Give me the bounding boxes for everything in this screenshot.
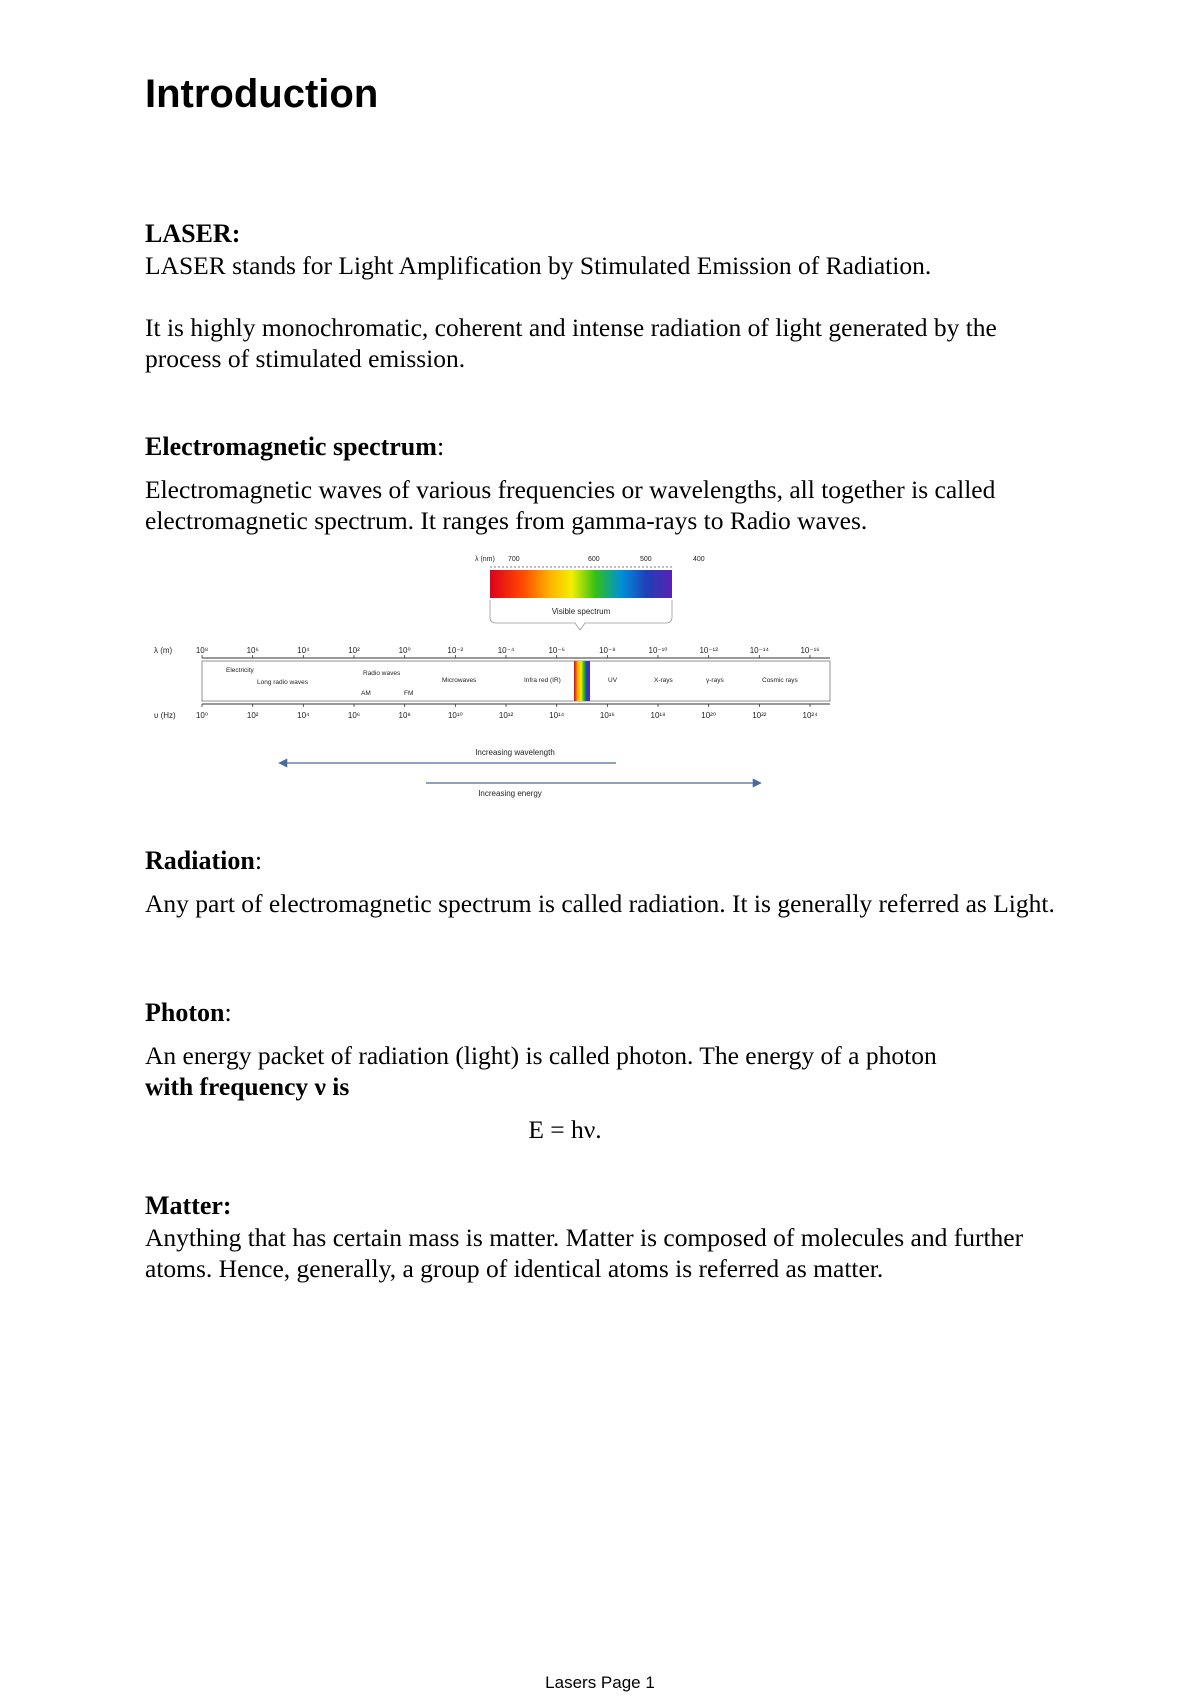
photon-equation: E = hν. (528, 1115, 602, 1144)
em-spectrum-text: Electromagnetic waves of various frequencies or wavelengths, all together is called electromagnetic spectrum. It ranges from gamma-rays to Radio waves. (145, 475, 996, 535)
visible-tick: 500 (640, 556, 652, 563)
band-gamma: γ-rays (706, 677, 724, 684)
wavelength-tick-label: 10⁻⁴ (497, 646, 515, 655)
laser-heading: LASER: (145, 219, 241, 248)
photon-text (145, 1040, 1065, 1102)
radiation-heading (145, 845, 1065, 877)
frequency-tick-label: 10⁴ (297, 711, 310, 720)
laser-section (145, 218, 1065, 374)
band-electricity: Electricity (226, 667, 254, 674)
radiation-text: Any part of electromagnetic spectrum is called radiation. It is generally referred as Light. (145, 889, 1055, 918)
visible-spectrum-bar (490, 570, 672, 598)
photon-heading (145, 997, 1065, 1029)
wavelength-tick-label: 10⁻¹⁶ (800, 646, 820, 655)
visible-tick: 600 (588, 556, 600, 563)
band-radio: Radio waves (363, 670, 401, 677)
em-spectrum-heading-text: Electromagnetic spectrum (145, 432, 437, 461)
photon-section (145, 997, 1065, 1102)
frequency-tick-label: 10²⁴ (802, 711, 818, 720)
wavelength-tick-label: 10⁻⁶ (548, 646, 565, 655)
wavelength-ticks (196, 646, 820, 658)
wavelength-tick-label: 10⁻² (447, 646, 464, 655)
wavelength-tick-label: 10⁻¹⁴ (749, 646, 769, 655)
energy-arrow-label: Increasing energy (478, 789, 542, 798)
frequency-tick-label: 10² (246, 711, 259, 720)
band-uv: UV (608, 677, 618, 684)
wavelength-tick-label: 10⁸ (195, 646, 209, 655)
band-cosmic: Cosmic rays (762, 677, 798, 684)
em-spectrum-heading-colon: : (436, 432, 445, 461)
frequency-tick-label: 10²² (752, 711, 767, 720)
frequency-tick-label: 10⁸ (398, 711, 411, 720)
laser-description: It is highly monochromatic, coherent and intense radiation of light generated by the process of stimulated emission. (145, 313, 997, 373)
wavelength-tick-label: 10⁻¹⁰ (648, 646, 668, 655)
wavelength-tick-label: 10⁻⁸ (599, 646, 616, 655)
matter-heading: Matter: (145, 1191, 232, 1220)
band-fm: FM (404, 690, 414, 697)
radiation-heading-colon: : (254, 846, 263, 875)
page-footer: Lasers Page 1 (545, 1673, 655, 1692)
frequency-axis-label: υ (Hz) (154, 711, 176, 720)
wavelength-tick-label: 10⁶ (246, 646, 259, 655)
wavelength-axis-label: λ (m) (154, 646, 173, 655)
photon-text-part1: An energy packet of radiation (light) is called photon. The energy of a photon (145, 1041, 937, 1070)
frequency-tick-label: 10¹² (498, 711, 514, 720)
frequency-tick-label: 10¹⁶ (599, 711, 615, 720)
band-microwaves: Microwaves (442, 677, 477, 684)
frequency-tick-label: 10¹⁸ (650, 711, 666, 720)
frequency-tick-label: 10¹⁴ (549, 711, 565, 720)
visible-strip (574, 661, 590, 701)
frequency-tick-label: 10⁰ (195, 711, 209, 720)
wavelength-tick-label: 10⁰ (398, 646, 411, 655)
em-spectrum-heading (145, 431, 1065, 463)
photon-text-part2: with frequency ν is (145, 1072, 350, 1101)
radiation-heading-text: Radiation (145, 846, 255, 875)
band-am: AM (361, 690, 371, 697)
photon-heading-text: Photon (145, 998, 225, 1027)
band-xrays: X-rays (654, 677, 673, 684)
frequency-tick-label: 10⁶ (347, 711, 361, 720)
matter-text: Anything that has certain mass is matter. Matter is composed of molecules and further atoms. Hence, generally, a group of identical atoms is referred as matter. (145, 1223, 1024, 1283)
wavelength-tick-label: 10⁻¹² (699, 646, 718, 655)
wavelength-tick-label: 10⁴ (297, 646, 310, 655)
frequency-tick-label: 10²⁰ (701, 711, 717, 720)
em-spectrum-section (145, 431, 1065, 536)
frequency-tick-label: 10¹⁰ (447, 711, 463, 720)
band-long-radio: Long radio waves (257, 679, 308, 686)
wavelength-arrow-label: Increasing wavelength (475, 748, 555, 757)
matter-section (145, 1190, 1065, 1284)
page-title: Introduction (145, 72, 379, 116)
visible-spectrum-caption: Visible spectrum (551, 607, 611, 616)
wavelength-tick-label: 10² (348, 646, 360, 655)
visible-axis-label: λ (nm) (475, 556, 495, 563)
band-infrared: Infra red (IR) (524, 677, 561, 684)
visible-tick: 400 (693, 556, 705, 563)
laser-definition: LASER stands for Light Amplification by Stimulated Emission of Radiation. (145, 251, 932, 280)
em-spectrum-figure (150, 545, 850, 805)
photon-heading-colon: : (224, 998, 232, 1027)
radiation-section (145, 845, 1065, 919)
visible-tick: 700 (508, 556, 520, 563)
frequency-ticks (196, 704, 818, 720)
